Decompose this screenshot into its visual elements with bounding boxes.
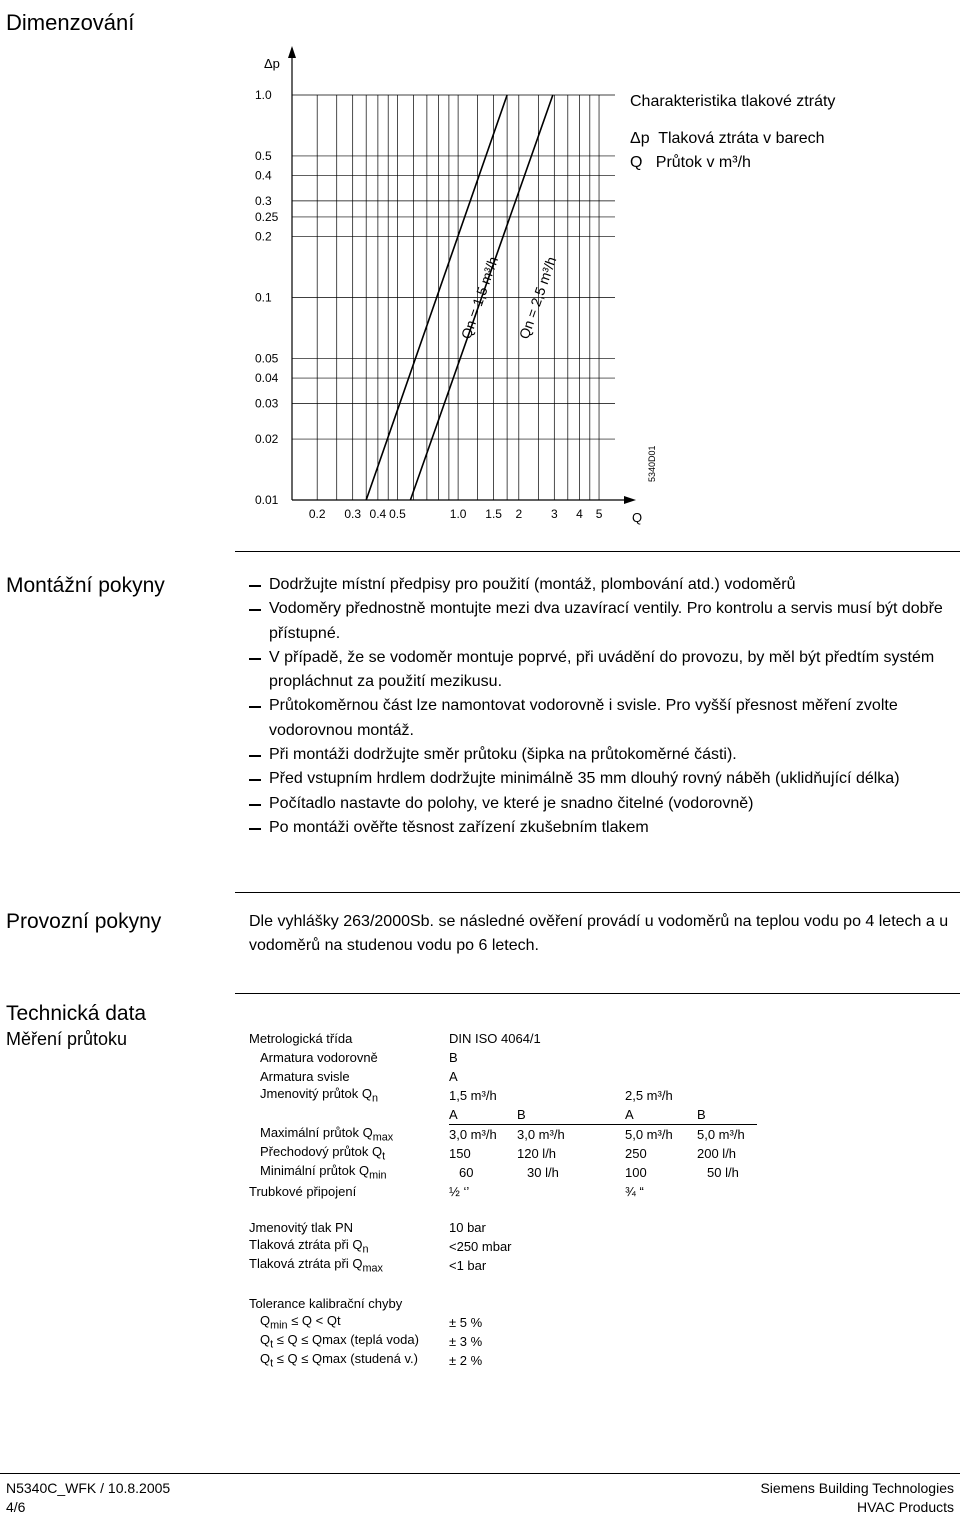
row-label-sub: n [362,1243,369,1256]
row-value: A [449,1069,458,1084]
col-header-a: A [625,1105,697,1125]
cell: 150 [449,1146,471,1161]
table-row [249,1313,599,1332]
x-tick-label: 1.5 [485,507,502,521]
montaz-heading: Montážní pokyny [6,574,165,597]
montaz-item: Průtokoměrnou část lze namontovat vodorovně i svisle. Pro vyšší přesnost měření zvolte vodorovnou montáž. [249,694,955,743]
tech-subheading: Měření průtoku [6,1029,128,1049]
footer-rule [0,1473,960,1474]
x-tick-label: 3 [550,507,558,521]
row-label: Maximální průtok Q [260,1124,373,1140]
series-label: Qn = 1,5 m³/h [457,254,502,341]
montaz-item: V případě, že se vodoměr montuje poprvé, při uvádění do provozu, by měl být předtím systém propláchnut za použití mezikusu. [249,646,955,695]
footer-page: 4/6 [6,1499,26,1515]
col-header-a: A [449,1105,517,1125]
cell: 3,0 m³/h [449,1127,497,1142]
cell: 200 l/h [697,1146,737,1161]
y-tick-label: 0.05 [255,351,279,366]
y-tick-label: 0.04 [255,371,279,386]
cell: ¾ “ [625,1184,644,1199]
y-tick-label: 0.3 [255,193,272,208]
cell: 120 l/h [517,1146,557,1161]
chart-grid [288,46,636,504]
y-tick-label: 0.02 [255,432,279,447]
y-tick-label: 0.4 [255,168,272,183]
y-tick-label: 0.03 [255,396,279,411]
section-rule-provoz [235,892,960,893]
row-value: DIN ISO 4064/1 [449,1031,541,1046]
row-value: <1 bar [449,1258,487,1273]
row-label: Minimální průtok Q [260,1163,370,1179]
x-tick-label: 5 [595,507,603,521]
table-row [249,1294,599,1313]
section-rule-tech [235,993,960,994]
cell: 5,0 m³/h [625,1127,673,1142]
tol-q: Q [260,1332,271,1348]
row-value: 10 bar [449,1220,486,1235]
row-value: ± 3 % [449,1334,483,1349]
row-label: Trubkové připojení [249,1184,357,1199]
chart-legend-dp: Δp Tlaková ztráta v barech [630,130,825,147]
row-label: Přechodový průtok Q [260,1144,383,1160]
y-axis-arrow [288,46,296,58]
y-tick-label: 0.01 [255,493,279,507]
provoz-text: Dle vyhlášky 263/2000Sb. se následné ověření provádí u vodoměrů na teplou vodu po 4 letech a u vodoměrů na studenou vodu po 6 letech. [249,913,949,955]
row-label: Tlaková ztráta při Q [249,1256,363,1272]
cell: ½ ‘’ [449,1184,470,1199]
row-label-sub: min [369,1169,387,1182]
series-label: Qn = 2,5 m³/h [515,254,560,341]
y-tick-label: 0.2 [255,229,272,244]
row-value: ± 2 % [449,1353,483,1368]
table-row [249,1256,599,1275]
montaz-item: Dodržujte místní předpisy pro použití (montáž, plombování atd.) vodoměrů [249,573,955,597]
tol-q: Q [260,1313,271,1329]
tol-q-sub: t [270,1357,274,1370]
x-tick-label: 0.5 [389,507,406,521]
tol-condition: ≤ Q ≤ Qmax (teplá voda) [273,1332,419,1348]
col-header-b: B [517,1105,625,1125]
row-value: B [449,1050,458,1065]
table-row [249,1332,599,1351]
row-label-sub: t [382,1150,386,1163]
col-header-b: B [697,1105,757,1125]
row-label: Tolerance kalibrační chyby [249,1296,403,1311]
row-value: ± 5 % [449,1315,483,1330]
table-row [249,1125,757,1145]
pressure-loss-chart [0,0,960,540]
montaz-item: Počítadlo nastavte do polohy, ve které je snadno čitelné (vodorovně) [249,792,955,816]
y-tick-label: 0.5 [255,148,272,163]
row-label: Metrologická třída [249,1031,353,1046]
footer-doc-id: N5340C_WFK / 10.8.2005 [6,1480,171,1496]
table-row [249,1182,757,1201]
row-label-sub: n [372,1092,379,1105]
row-value: 1,5 m³/h [449,1088,497,1103]
y-tick-label: 1.0 [255,88,272,102]
footer-division: HVAC Products [857,1499,954,1515]
x-tick-label: 2 [515,507,523,521]
table-row [249,1105,757,1125]
row-label: Armatura svisle [260,1069,350,1084]
chart-legend-title: Charakteristika tlakové ztráty [630,93,836,110]
x-tick-label: 4 [576,507,583,521]
tol-q-sub: min [270,1319,288,1332]
row-value: <250 mbar [449,1239,512,1254]
tech-data-table [249,1029,757,1201]
y-tick-label: 0.1 [255,290,272,305]
tol-condition: ≤ Q ≤ Qmax (studená v.) [273,1351,418,1367]
montaz-item: Vodoměry přednostně montujte mezi dva uzavírací ventily. Pro kontrolu a servis musí být dobře přístupné. [249,597,955,646]
row-label: Tlaková ztráta při Q [249,1237,363,1253]
x-tick-label: 0.4 [369,507,387,521]
table-row [249,1048,757,1067]
table-row [249,1067,757,1086]
y-axis-label: Δp [264,56,280,71]
tol-q-sub: t [270,1338,274,1351]
table-row [249,1218,599,1237]
x-tick-label: 0.2 [308,507,326,521]
table-row [249,1086,757,1105]
x-tick-label: 0.3 [344,507,362,521]
cell: 250 [625,1146,647,1161]
cell: 30 l/h [527,1165,559,1180]
footer-company: Siemens Building Technologies [760,1480,954,1496]
row-label-sub: max [372,1131,394,1144]
tech-tolerance-table [249,1294,599,1370]
figure-code: 5340D01 [647,445,657,482]
cell: 60 [459,1165,474,1180]
table-row [249,1163,757,1182]
x-axis-arrow [624,496,636,504]
tech-heading: Technická data [6,1002,147,1025]
page-title: Dimenzování [6,10,135,35]
tol-condition: ≤ Q < Qt [287,1313,341,1329]
row-label: Jmenovitý průtok Q [260,1086,372,1102]
x-axis-label: Q [631,510,643,525]
row-label: Armatura vodorovně [260,1050,378,1065]
table-row [249,1237,599,1256]
section-rule-montaz [235,551,960,552]
tol-q: Q [260,1351,271,1367]
montaz-item: Po montáži ověřte těsnost zařízení zkušebním tlakem [249,816,955,840]
montaz-list [249,573,955,840]
row-label-sub: max [362,1262,383,1275]
montaz-item: Před vstupním hrdlem dodržujte minimálně 35 mm dlouhý rovný náběh (uklidňující délka) [249,767,955,791]
montaz-item: Při montáži dodržujte směr průtoku (šipka na průtokoměrné části). [249,743,955,767]
table-row [249,1029,757,1048]
table-row [249,1351,599,1370]
row-value: 2,5 m³/h [625,1088,673,1103]
row-label: Jmenovitý tlak PN [249,1220,354,1235]
x-tick-label: 1.0 [449,507,467,521]
cell: 100 [625,1165,647,1180]
y-tick-label: 0.25 [255,209,279,224]
chart-text [255,56,657,525]
table-row [249,1144,757,1163]
cell: 5,0 m³/h [697,1127,745,1142]
chart-legend-q: Q Průtok v m³/h [630,154,751,171]
cell: 3,0 m³/h [517,1127,565,1142]
cell: 50 l/h [707,1165,739,1180]
provoz-heading: Provozní pokyny [6,910,162,933]
tech-pressure-table [249,1218,599,1275]
